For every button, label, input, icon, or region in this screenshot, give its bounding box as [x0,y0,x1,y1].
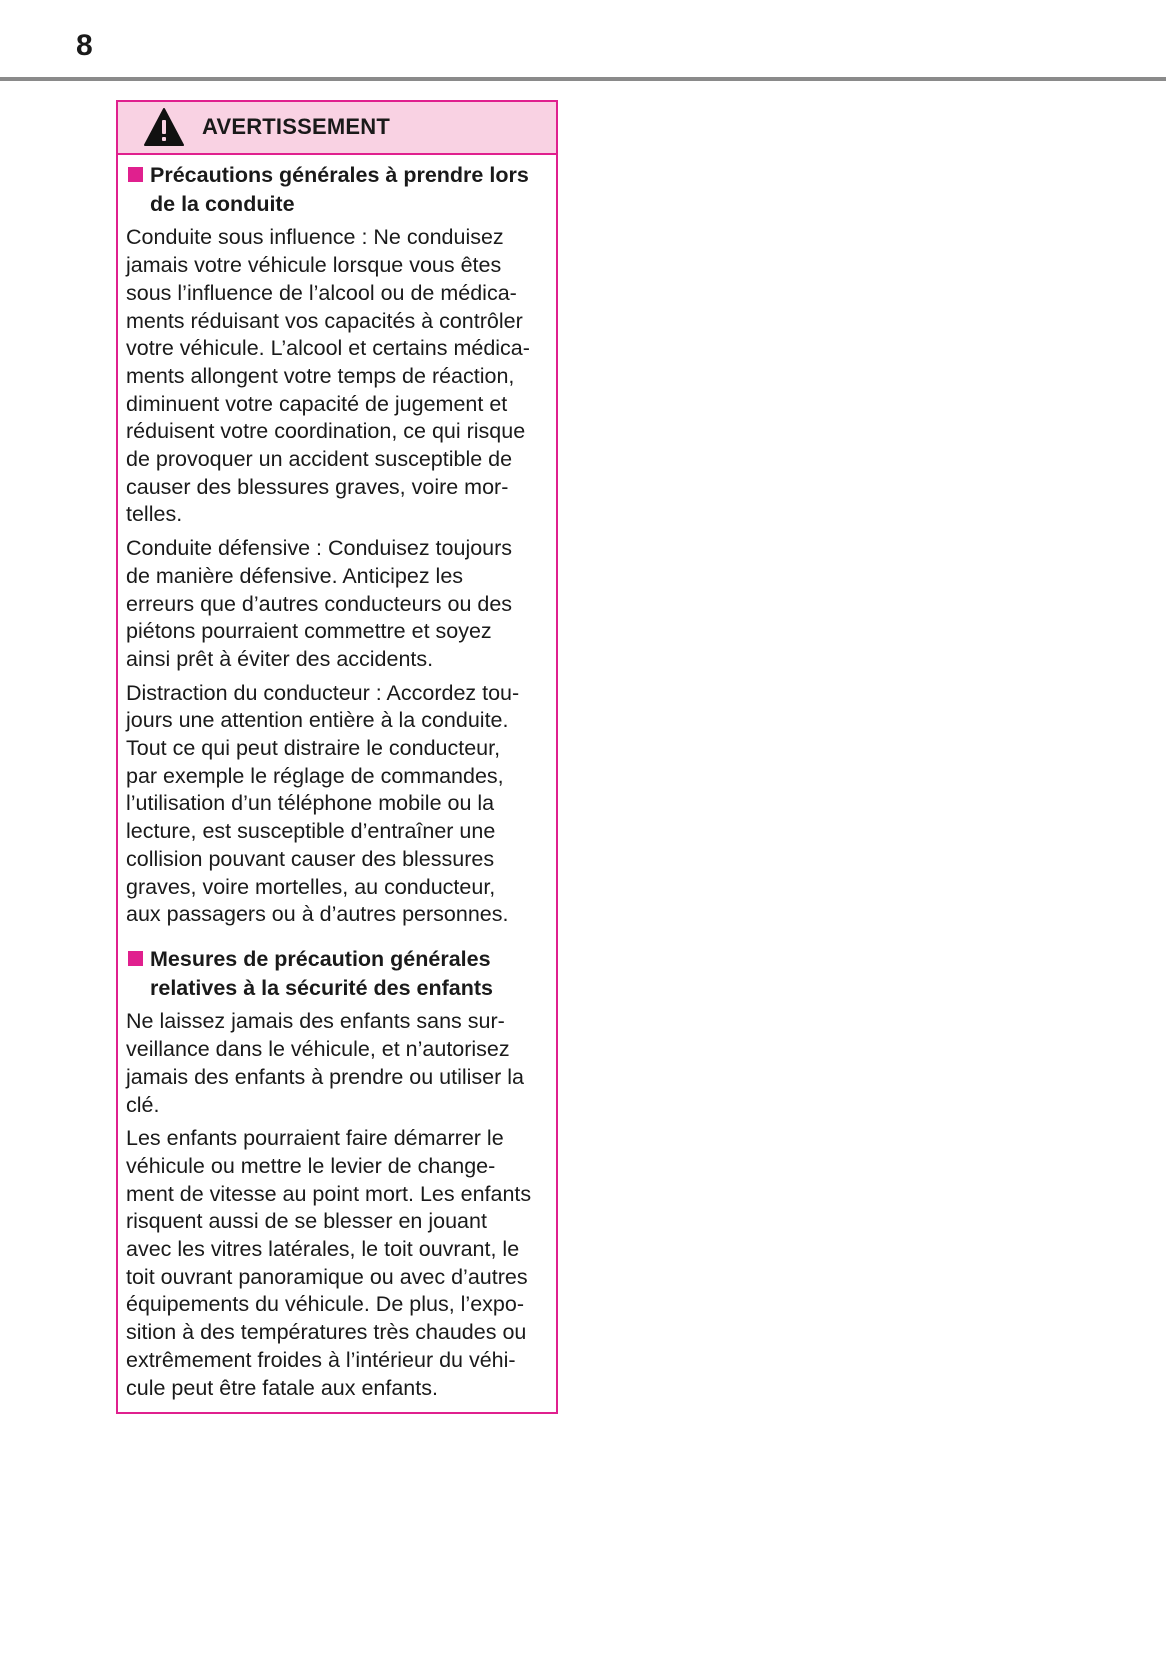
section-heading [126,161,548,218]
section-heading-text: Précautions générales à prendre lors de la conduite [150,163,529,216]
section-heading-text: Mesures de précaution générales relatives à la sécurité des enfants [150,946,493,1000]
warning-title: AVERTISSEMENT [202,114,390,139]
paragraph-child-risks: Les enfants pourraient faire démarrer le véhicule ou mettre le levier de change- ment de vitesse au point mort. Les enfants risquent aussi de se blesser en jouant avec les vitres latérales, le toit ouvrant, le toit ouvrant panoramique ou avec d’autres équipements du véhicule. De plus, l’expo- sition à des températures très chaudes ou extrêmement froides à l’intérieur du véhi- cule peut être fatale aux enfants. [126,1126,532,1400]
paragraph-defensive-driving: Conduite défensive : Conduisez toujours de manière défensive. Anticipez les erreurs que d’autres conducteurs ou des piétons pourraient commettre et soyez ainsi prêt à éviter des accidents. [126,536,513,671]
paragraph-driving-influence: Conduite sous influence : Ne conduisez jamais votre véhicule lorsque vous êtes sous l’influence de l’alcool ou de médica- ments réduisant vos capacités à contrôler votre véhicule. L’alcool et certains médica- ments allongent votre temps de réaction, diminuent votre capacité de jugement et réduisent votre coordination, ce qui risque de provoquer un accident susceptible de causer des blessures graves, voire mor- telles. [126,225,530,527]
warning-header [118,102,556,155]
header-rule [0,77,1166,81]
bullet-square-icon [128,167,143,182]
bullet-square-icon [128,951,143,966]
section-heading [126,945,548,1002]
paragraph-driver-distraction: Distraction du conducteur : Accordez tou- jours une attention entière à la conduite. Tout ce qui peut distraire le conducteur, par exemple le réglage de commandes, l’utilisation d’un téléphone mobile ou la lecture, est susceptible d’entraîner une collision pouvant causer des blessures graves, voire mortelles, au conducteur, aux passagers ou à d’autres personnes. [126,680,520,927]
warning-triangle-icon [143,107,185,147]
section-driving-precautions [118,155,556,929]
paragraph-unattended-children: Ne laissez jamais des enfants sans sur- veillance dans le véhicule, et n’autorisez jamais des enfants à prendre ou utiliser la clé. [126,1009,524,1117]
section-child-safety [118,929,556,1402]
warning-box [116,100,558,1414]
page-number: 8 [76,29,93,62]
